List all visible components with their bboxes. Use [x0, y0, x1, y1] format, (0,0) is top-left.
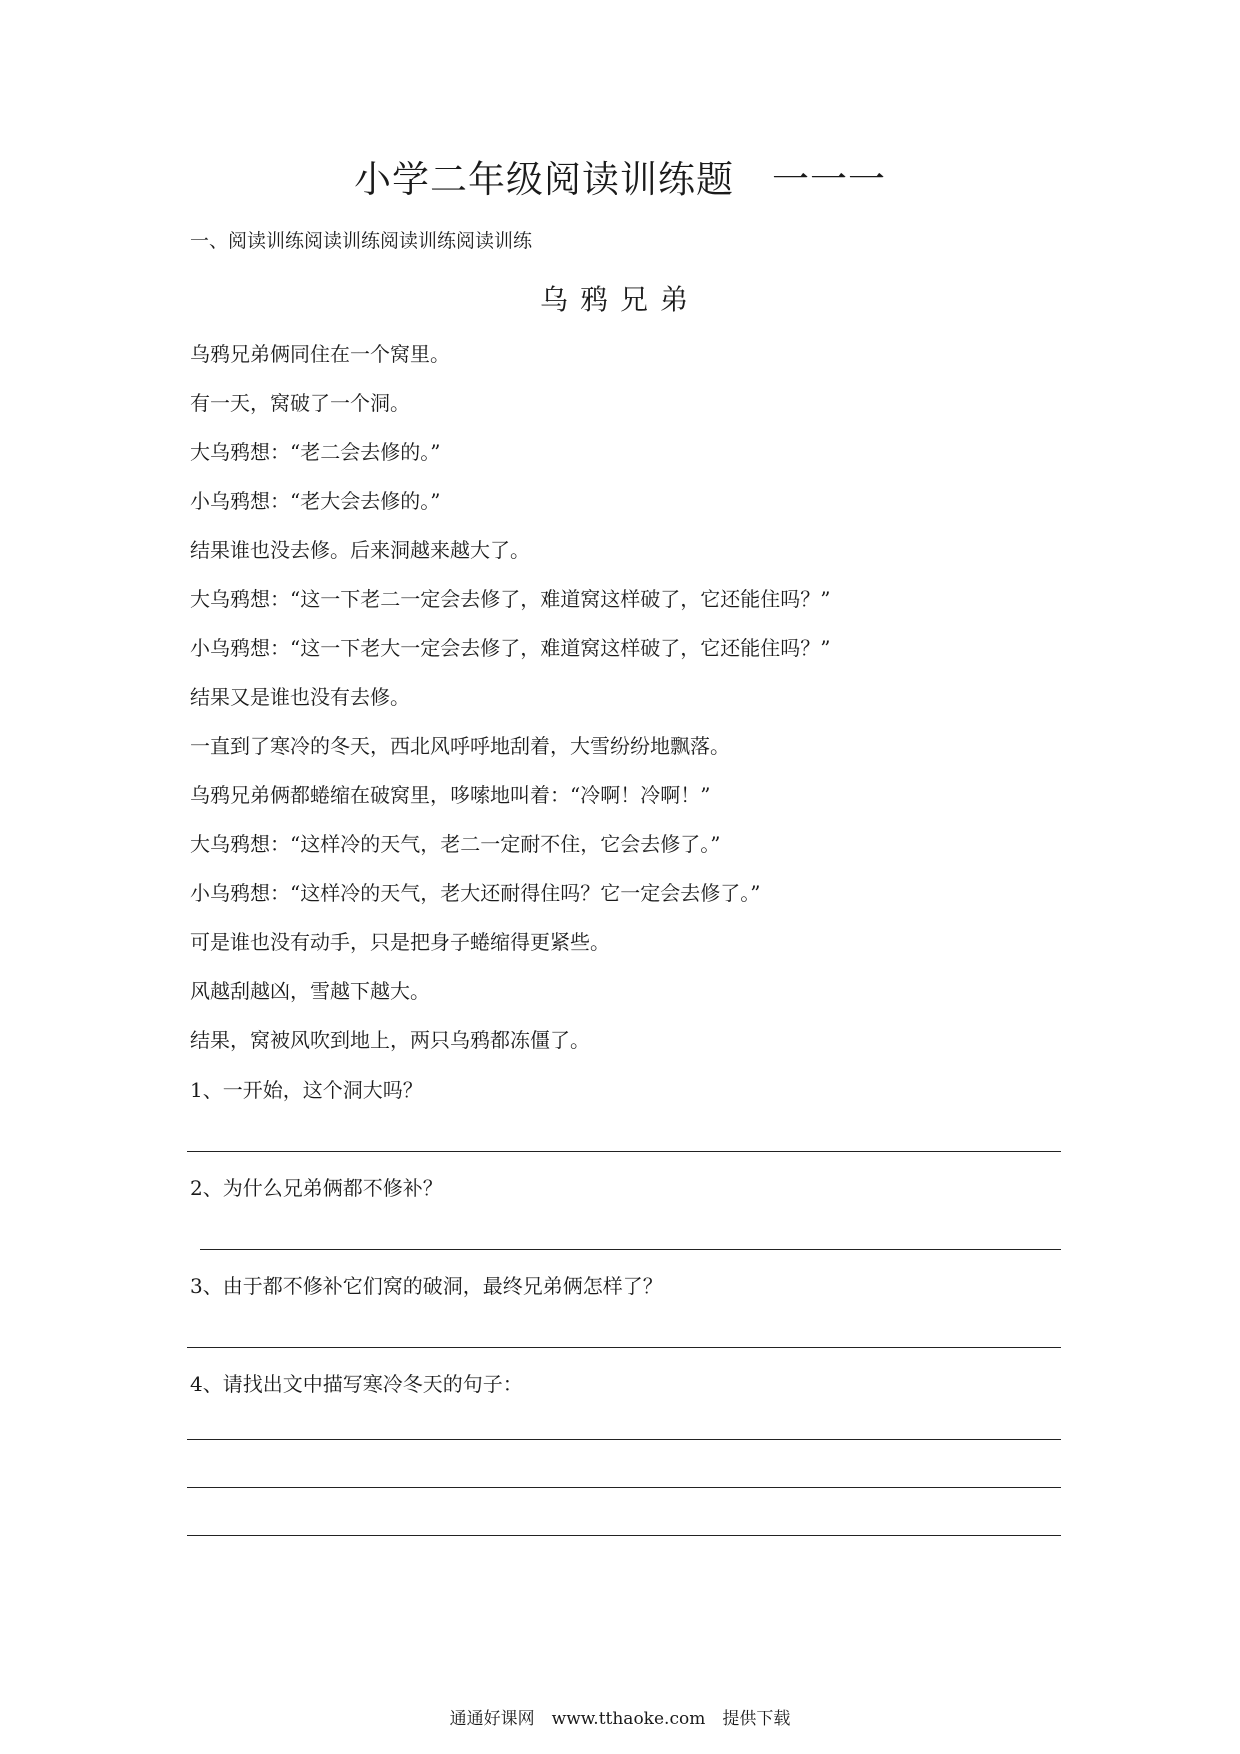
answer-line[interactable] [187, 1535, 1061, 1536]
answer-line[interactable] [187, 1439, 1061, 1440]
story-line: 结果谁也没去修。后来洞越来越大了。 [190, 538, 530, 562]
footer: 通通好课网 www.tthaoke.com 提供下载 [449, 1709, 791, 1729]
page-title: 小学二年级阅读训练题 一一一 [354, 158, 886, 201]
story-line: 大乌鸦想：“老二会去修的。” [190, 440, 441, 464]
story-line: 小乌鸦想：“老大会去修的。” [190, 489, 441, 513]
story-line: 有一天，窝破了一个洞。 [190, 391, 410, 415]
story-line: 小乌鸦想：“这一下老大一定会去修了，难道窝这样破了，它还能住吗？” [190, 636, 831, 660]
question-3 [190, 1273, 1070, 1371]
story-line: 大乌鸦想：“这样冷的天气，老二一定耐不住，它会去修了。” [190, 832, 721, 856]
story-line: 乌鸦兄弟俩都蜷缩在破窝里，哆嗦地叫着：“冷啊！冷啊！” [190, 783, 711, 807]
story-line: 一直到了寒冷的冬天，西北风呼呼地刮着，大雪纷纷地飘落。 [190, 734, 730, 758]
question-text: 1、一开始，这个洞大吗？ [190, 1078, 423, 1102]
question-text: 3、由于都不修补它们窝的破洞，最终兄弟俩怎样了？ [190, 1274, 663, 1298]
section-heading: 一、阅读训练阅读训练阅读训练阅读训练 [190, 230, 533, 252]
answer-line[interactable] [187, 1151, 1061, 1152]
story-text [190, 341, 1070, 1076]
questions [190, 1077, 1070, 1541]
question-1 [190, 1077, 1070, 1175]
story-line: 大乌鸦想：“这一下老二一定会去修了，难道窝这样破了，它还能住吗？” [190, 587, 831, 611]
answer-line[interactable] [200, 1249, 1061, 1250]
story-line: 可是谁也没有动手，只是把身子蜷缩得更紧些。 [190, 930, 610, 954]
question-4 [190, 1371, 1070, 1541]
story-title: 乌鸦兄弟 [539, 283, 700, 316]
question-text: 2、为什么兄弟俩都不修补？ [190, 1176, 443, 1200]
question-2 [190, 1175, 1070, 1273]
story-line: 乌鸦兄弟俩同住在一个窝里。 [190, 342, 450, 366]
answer-line[interactable] [187, 1347, 1061, 1348]
question-text: 4、请找出文中描写寒冷冬天的句子： [190, 1372, 523, 1396]
story-line: 小乌鸦想：“这样冷的天气，老大还耐得住吗？它一定会去修了。” [190, 881, 761, 905]
answer-line[interactable] [187, 1487, 1061, 1488]
story-line: 风越刮越凶，雪越下越大。 [190, 979, 430, 1003]
story-line: 结果，窝被风吹到地上，两只乌鸦都冻僵了。 [190, 1028, 590, 1052]
story-line: 结果又是谁也没有去修。 [190, 685, 410, 709]
